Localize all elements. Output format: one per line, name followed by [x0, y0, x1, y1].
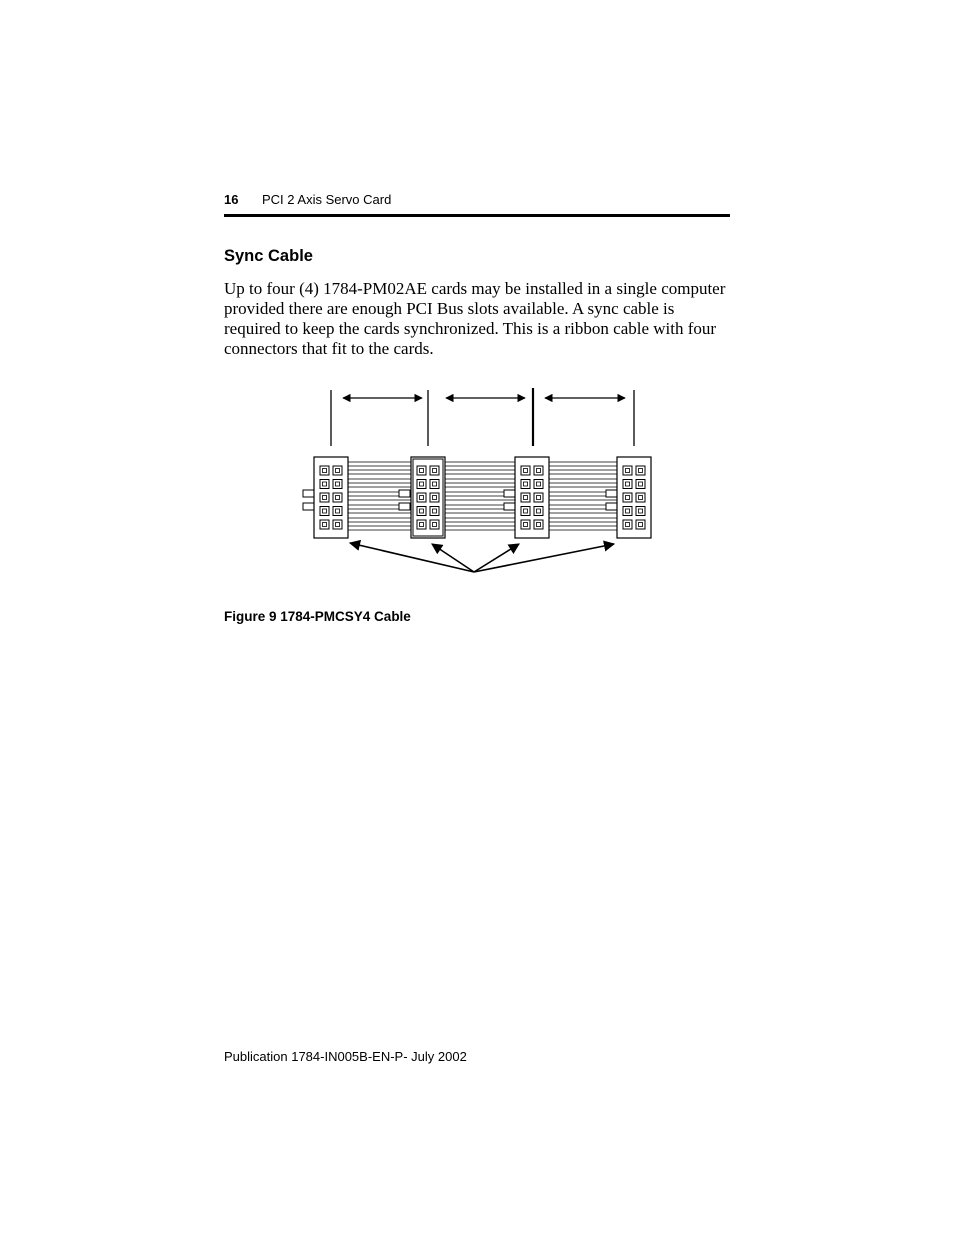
connector-pin-contact	[336, 496, 340, 500]
body-paragraph: Up to four (4) 1784-PM02AE cards may be installed in a single computer provided there are enough PCI Bus slots available. A sync cable is required to keep the cards synchronized. This is a ribbon cable with four connectors that fit to the cards.	[224, 279, 726, 358]
connector-pin-contact	[626, 482, 630, 486]
connector-pin-contact	[433, 509, 437, 513]
connector-pin-contact	[433, 496, 437, 500]
connector-pin-contact	[537, 496, 541, 500]
connector-pin-contact	[524, 482, 528, 486]
connector-pin-contact	[626, 523, 630, 527]
connector-pin-contact	[323, 509, 327, 513]
page-number: 16	[224, 192, 239, 207]
connector-pin-contact	[639, 496, 643, 500]
connector-pin-contact	[524, 469, 528, 473]
connector-pin-contact	[420, 509, 424, 513]
connector-pin-contact	[537, 509, 541, 513]
connector-pin-contact	[537, 469, 541, 473]
connector-pin-contact	[323, 523, 327, 527]
connector-pin-contact	[420, 469, 424, 473]
spacing-dimension-lines	[331, 388, 634, 446]
ribbon-cable	[348, 462, 617, 530]
sync-cable-diagram	[0, 0, 954, 600]
connector-pin-contact	[336, 469, 340, 473]
connector-1-tab	[303, 490, 314, 497]
connector-pin-contact	[639, 523, 643, 527]
connector-pin-contact	[537, 482, 541, 486]
connector-3-tab	[504, 503, 515, 510]
connector-pin-contact	[433, 482, 437, 486]
connector-pin-contact	[626, 469, 630, 473]
connector-2-tab	[399, 503, 410, 510]
connector-pin-contact	[420, 496, 424, 500]
connector-pin-contact	[336, 482, 340, 486]
connector-1-housing	[314, 457, 348, 538]
connector-4-tab	[606, 503, 617, 510]
connector-pin-contact	[626, 509, 630, 513]
connector-pin-contact	[323, 496, 327, 500]
connector-3-housing	[515, 457, 549, 538]
pointer-arrow-1	[350, 543, 474, 572]
connector-pin-contact	[524, 523, 528, 527]
connector-pin-contact	[420, 523, 424, 527]
connector-pin-contact	[323, 469, 327, 473]
connector-pin-contact	[639, 509, 643, 513]
connector-pin-contact	[639, 482, 643, 486]
figure-caption: Figure 9 1784-PMCSY4 Cable	[224, 609, 411, 624]
section-heading: Sync Cable	[224, 247, 313, 265]
connector-4-housing	[617, 457, 651, 538]
connector-pin-contact	[626, 496, 630, 500]
connector-pin-contact	[323, 482, 327, 486]
publication-footer: Publication 1784-IN005B-EN-P- July 2002	[224, 1049, 467, 1064]
connector-pin-contact	[524, 496, 528, 500]
connector-pin-contact	[433, 523, 437, 527]
connector-1-tab	[303, 503, 314, 510]
connector-2-housing	[411, 457, 445, 538]
connector-pin-contact	[420, 482, 424, 486]
connector-3-tab	[504, 490, 515, 497]
connector-pin-contact	[537, 523, 541, 527]
connector-1	[303, 457, 348, 538]
connector-pin-contact	[639, 469, 643, 473]
running-title: PCI 2 Axis Servo Card	[262, 192, 392, 207]
connector-2-tab	[399, 490, 410, 497]
connector-pin-contact	[336, 523, 340, 527]
connector-pin-contact	[336, 509, 340, 513]
connector-4-tab	[606, 490, 617, 497]
pointer-arrows	[350, 543, 614, 572]
connector-pin-contact	[524, 509, 528, 513]
connector-pin-contact	[433, 469, 437, 473]
